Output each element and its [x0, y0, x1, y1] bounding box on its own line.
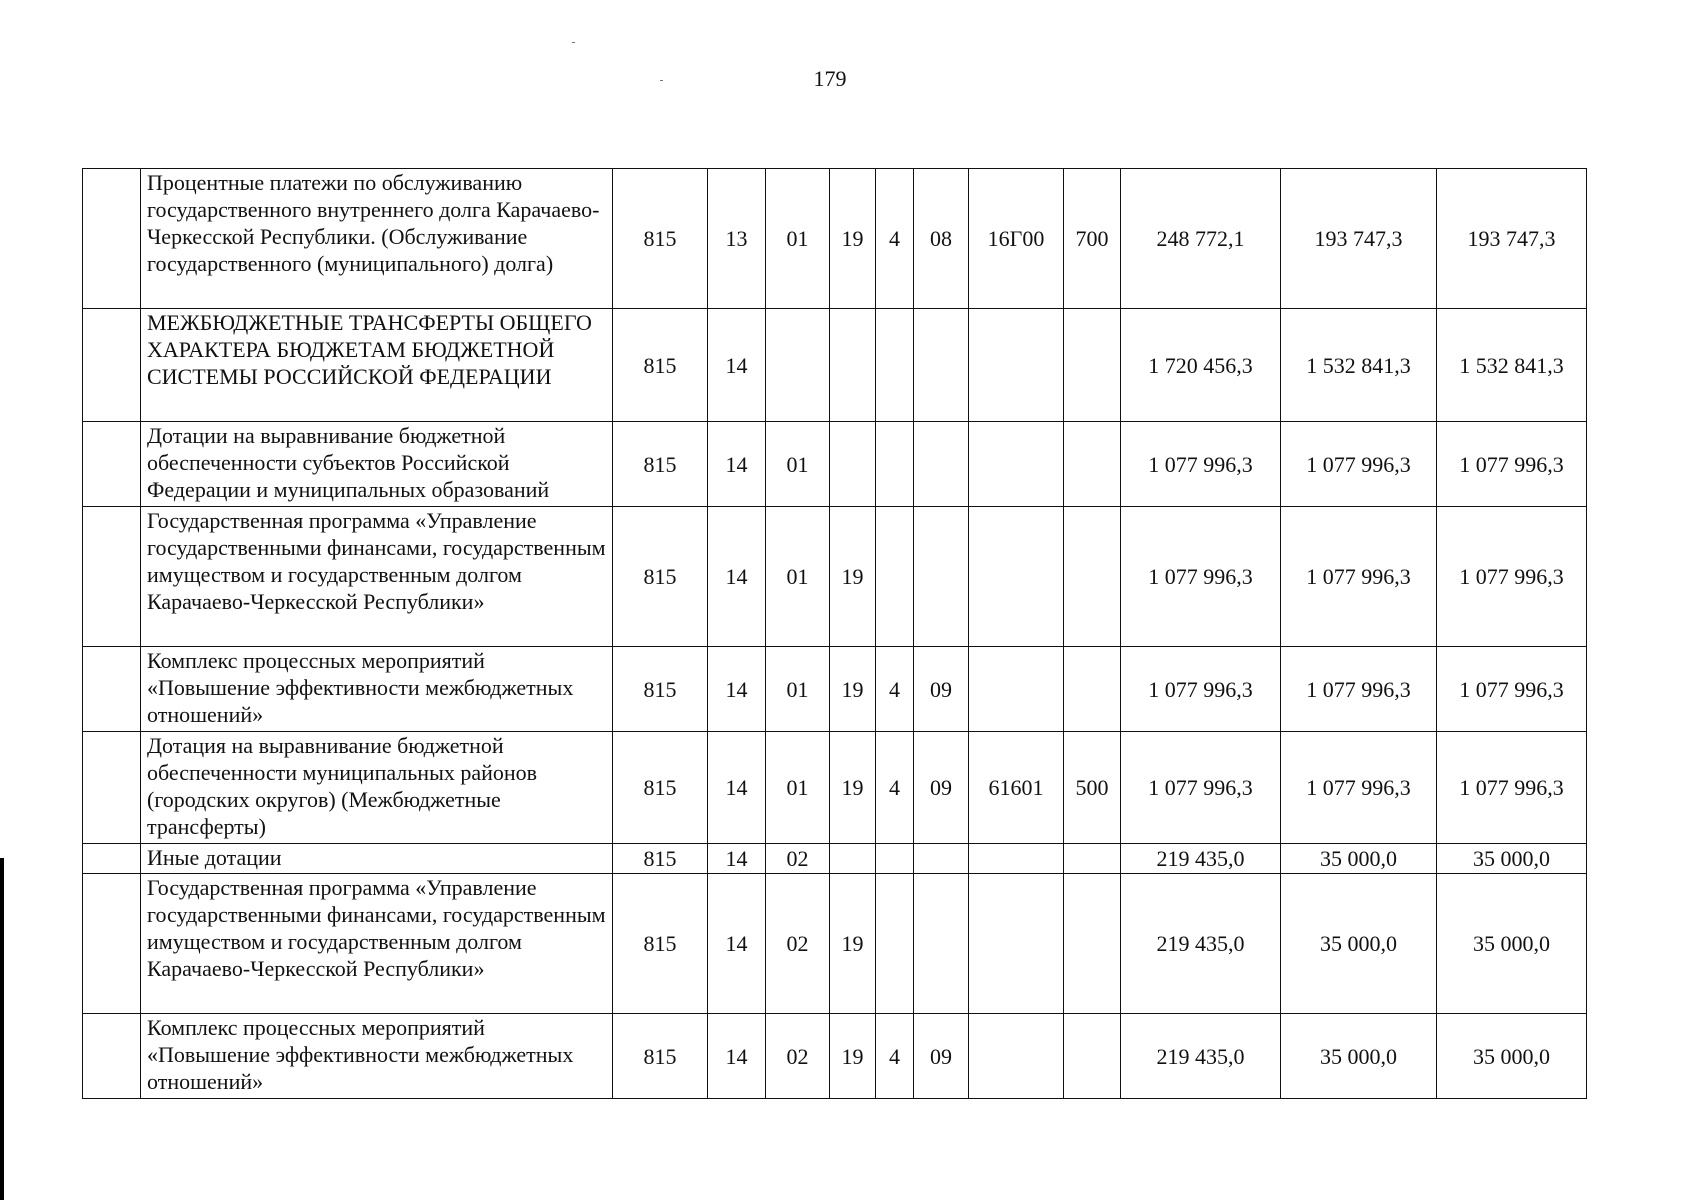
row-index-cell: [83, 507, 141, 647]
code-section: 14: [708, 422, 766, 507]
amount-year-2: 35 000,0: [1281, 1014, 1437, 1099]
row-index-cell: [83, 874, 141, 1014]
amount-year-3: 1 077 996,3: [1437, 422, 1587, 507]
amount-year-3: 1 532 841,3: [1437, 309, 1587, 422]
row-index-cell: [83, 844, 141, 874]
table-row: [83, 422, 1587, 507]
code-subprogram: 4: [876, 1014, 914, 1099]
code-subprogram: [876, 309, 914, 422]
table-row: [83, 1014, 1587, 1099]
scan-edge-mark: [0, 858, 4, 1200]
code-section: 13: [708, 169, 766, 309]
code-section: 14: [708, 647, 766, 732]
amount-year-1: 1 077 996,3: [1121, 422, 1281, 507]
code-event: 09: [914, 1014, 969, 1099]
code-expense-type: [1064, 647, 1121, 732]
row-index-cell: [83, 169, 141, 309]
code-event: [914, 507, 969, 647]
code-section: 14: [708, 844, 766, 874]
table-row: [83, 309, 1587, 422]
row-name: Комплекс процессных мероприятий «Повышение эффективности межбюджетных отношений»: [141, 1014, 613, 1099]
code-expense-type: [1064, 309, 1121, 422]
row-index-cell: [83, 1014, 141, 1099]
code-ministry: 815: [613, 507, 708, 647]
code-expense-type: [1064, 844, 1121, 874]
code-event: [914, 309, 969, 422]
amount-year-3: 35 000,0: [1437, 874, 1587, 1014]
code-section: 14: [708, 1014, 766, 1099]
row-index-cell: [83, 647, 141, 732]
code-program: 19: [830, 732, 876, 844]
code-program: [830, 309, 876, 422]
table-row: [83, 647, 1587, 732]
amount-year-1: 1 077 996,3: [1121, 507, 1281, 647]
scan-speck: [660, 80, 663, 81]
code-direction: 61601: [969, 732, 1064, 844]
code-ministry: 815: [613, 422, 708, 507]
code-program: 19: [830, 169, 876, 309]
code-direction: [969, 507, 1064, 647]
code-ministry: 815: [613, 309, 708, 422]
code-section: 14: [708, 732, 766, 844]
row-name: Комплекс процессных мероприятий «Повышение эффективности межбюджетных отношений»: [141, 647, 613, 732]
amount-year-2: 1 532 841,3: [1281, 309, 1437, 422]
row-name: МЕЖБЮДЖЕТНЫЕ ТРАНСФЕРТЫ ОБЩЕГО ХАРАКТЕРА БЮДЖЕТАМ БЮДЖЕТНОЙ СИСТЕМЫ РОССИЙСКОЙ ФЕДЕРАЦИИ: [141, 309, 613, 422]
table-row: [83, 732, 1587, 844]
code-subsection: 01: [766, 732, 830, 844]
code-event: [914, 874, 969, 1014]
amount-year-1: 219 435,0: [1121, 1014, 1281, 1099]
code-direction: [969, 844, 1064, 874]
code-ministry: 815: [613, 647, 708, 732]
amount-year-1: 219 435,0: [1121, 874, 1281, 1014]
code-subprogram: 4: [876, 732, 914, 844]
code-event: 09: [914, 732, 969, 844]
code-subsection: [766, 309, 830, 422]
code-subsection: 02: [766, 1014, 830, 1099]
amount-year-2: 193 747,3: [1281, 169, 1437, 309]
code-ministry: 815: [613, 732, 708, 844]
scan-speck: [572, 42, 575, 43]
code-direction: [969, 309, 1064, 422]
code-event: [914, 422, 969, 507]
code-program: [830, 844, 876, 874]
row-name: Государственная программа «Управление государственными финансами, государственным имуществом и государственным долгом Карачаево-Черкесской Республики»: [141, 507, 613, 647]
code-expense-type: [1064, 1014, 1121, 1099]
code-direction: [969, 422, 1064, 507]
amount-year-2: 1 077 996,3: [1281, 732, 1437, 844]
code-ministry: 815: [613, 874, 708, 1014]
amount-year-2: 35 000,0: [1281, 874, 1437, 1014]
amount-year-2: 1 077 996,3: [1281, 647, 1437, 732]
code-section: 14: [708, 309, 766, 422]
code-program: 19: [830, 1014, 876, 1099]
row-index-cell: [83, 732, 141, 844]
row-name: Иные дотации: [141, 844, 613, 874]
code-direction: [969, 647, 1064, 732]
code-ministry: 815: [613, 169, 708, 309]
code-subsection: 01: [766, 169, 830, 309]
amount-year-2: 35 000,0: [1281, 844, 1437, 874]
code-direction: [969, 874, 1064, 1014]
amount-year-1: 219 435,0: [1121, 844, 1281, 874]
row-name: Дотации на выравнивание бюджетной обеспеченности субъектов Российской Федерации и муниципальных образований: [141, 422, 613, 507]
code-section: 14: [708, 507, 766, 647]
code-direction: [969, 1014, 1064, 1099]
code-subprogram: 4: [876, 647, 914, 732]
amount-year-2: 1 077 996,3: [1281, 422, 1437, 507]
amount-year-3: 1 077 996,3: [1437, 507, 1587, 647]
code-expense-type: [1064, 874, 1121, 1014]
code-subsection: 01: [766, 422, 830, 507]
amount-year-1: 1 077 996,3: [1121, 732, 1281, 844]
budget-table: [82, 168, 1587, 1099]
table-row: [83, 874, 1587, 1014]
code-direction: 16Г00: [969, 169, 1064, 309]
table-row: [83, 507, 1587, 647]
amount-year-3: 35 000,0: [1437, 844, 1587, 874]
amount-year-1: 1 077 996,3: [1121, 647, 1281, 732]
row-name: Процентные платежи по обслуживанию государственного внутреннего долга Карачаево-Черкесской Республики. (Обслуживание государственного (муниципального) долга): [141, 169, 613, 309]
code-subprogram: [876, 422, 914, 507]
code-event: 08: [914, 169, 969, 309]
amount-year-3: 1 077 996,3: [1437, 732, 1587, 844]
table-row: [83, 844, 1587, 874]
code-subsection: 02: [766, 844, 830, 874]
amount-year-2: 1 077 996,3: [1281, 507, 1437, 647]
code-program: [830, 422, 876, 507]
row-name: Государственная программа «Управление государственными финансами, государственным имуществом и государственным долгом Карачаево-Черкесской Республики»: [141, 874, 613, 1014]
code-subsection: 01: [766, 647, 830, 732]
code-expense-type: 500: [1064, 732, 1121, 844]
code-event: 09: [914, 647, 969, 732]
code-subprogram: [876, 844, 914, 874]
code-subprogram: [876, 507, 914, 647]
code-program: 19: [830, 647, 876, 732]
code-event: [914, 844, 969, 874]
code-section: 14: [708, 874, 766, 1014]
code-subprogram: [876, 874, 914, 1014]
row-index-cell: [83, 309, 141, 422]
row-name: Дотация на выравнивание бюджетной обеспеченности муниципальных районов (городских округов) (Межбюджетные трансферты): [141, 732, 613, 844]
code-subsection: 01: [766, 507, 830, 647]
amount-year-3: 1 077 996,3: [1437, 647, 1587, 732]
code-expense-type: 700: [1064, 169, 1121, 309]
row-index-cell: [83, 422, 141, 507]
code-expense-type: [1064, 422, 1121, 507]
code-ministry: 815: [613, 1014, 708, 1099]
code-subsection: 02: [766, 874, 830, 1014]
code-expense-type: [1064, 507, 1121, 647]
table-row: [83, 169, 1587, 309]
amount-year-1: 1 720 456,3: [1121, 309, 1281, 422]
page-number: 179: [813, 66, 847, 91]
code-subprogram: 4: [876, 169, 914, 309]
code-ministry: 815: [613, 844, 708, 874]
amount-year-1: 248 772,1: [1121, 169, 1281, 309]
amount-year-3: 193 747,3: [1437, 169, 1587, 309]
amount-year-3: 35 000,0: [1437, 1014, 1587, 1099]
code-program: 19: [830, 507, 876, 647]
code-program: 19: [830, 874, 876, 1014]
